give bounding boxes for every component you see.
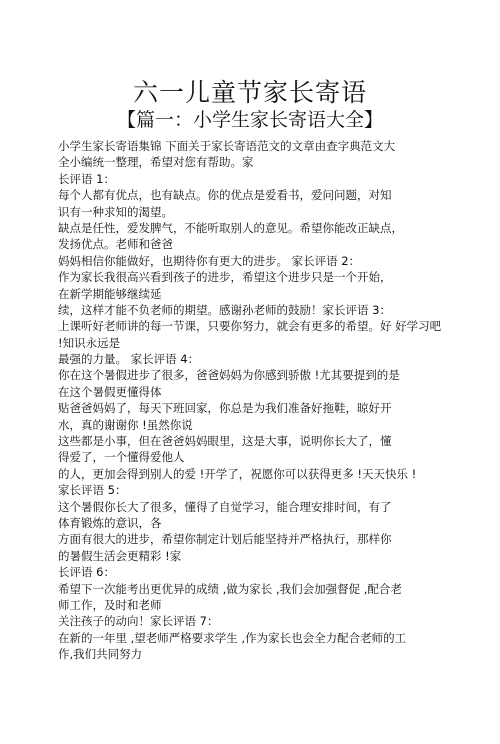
body-text-line: 缺点是任性，爱发脾气，不能听取别人的意见。希望你能改正缺点， xyxy=(58,220,403,235)
body-text-line: 在新的一年里 ,望老师严格要求学生 ,作为家长也会全力配合老师的工 xyxy=(58,630,407,645)
body-text-line: 在这个暑假更懂得体 xyxy=(58,384,162,399)
body-text-line: 识有一种求知的渴望。 xyxy=(58,204,173,219)
body-text-line: 你在这个暑假进步了很多，爸爸妈妈为你感到骄傲 !尤其要提到的是 xyxy=(58,368,400,383)
body-text-line: 关注孩子的动向！家长评语 7： xyxy=(58,614,219,629)
body-text-line: 贴爸爸妈妈了，每天下班回家，你总是为我们准备好拖鞋，晾好开 xyxy=(58,401,392,416)
body-text-line: 水，真的谢谢你 !虽然你说 xyxy=(58,417,193,432)
body-text-line: 体育锻炼的意识，各 xyxy=(58,515,162,530)
body-text-line: 在新学期能够继续延 xyxy=(58,286,162,301)
body-text-line: 妈妈相信你能做好，也期待你有更大的进步。 家长评语 2： xyxy=(58,253,361,268)
body-text-line: 师工作，及时和老师 xyxy=(58,597,162,612)
body-text-line: 得爱了，一个懂得爱他人 xyxy=(58,450,185,465)
body-text-line: 每个人都有优点，也有缺点。你的优点是爱看书，爱问问题，对知 xyxy=(58,188,392,203)
body-text-line: 这个暑假你长大了很多，懂得了自觉学习，能合理安排时间，有了 xyxy=(58,499,392,514)
body-text-line: 这些都是小事，但在爸爸妈妈眼里，这是大事，说明你长大了，懂 xyxy=(58,434,392,449)
document-title: 六一儿童节家长寄语 xyxy=(132,78,367,107)
body-text-line: !知识永远是 xyxy=(58,335,121,350)
body-text-line: 长评语 6： xyxy=(58,565,115,580)
body-text-line: 作,我们共同努力 xyxy=(58,647,143,662)
body-text-line: 发扬优点。老师和爸爸 xyxy=(58,237,173,252)
body-text-line: 方面有很大的进步，希望你制定计划后能坚持并严格执行，那样你 xyxy=(58,532,392,547)
body-text-line: 作为家长我很高兴看到孩子的进步，希望这个进步只是一个开始， xyxy=(58,270,392,285)
document-body xyxy=(58,138,488,663)
body-text-line: 希望下一次能考出更优异的成绩 ,做为家长 ,我们会加强督促 ,配合老 xyxy=(58,581,402,596)
body-text-line: 的暑假生活会更精彩 !家 xyxy=(58,548,182,563)
body-text-line: 最强的力量。 家长评语 4： xyxy=(58,352,200,367)
document-subtitle: 【篇一：小学生家长寄语大全】 xyxy=(116,109,383,131)
body-text-line: 家长评语 5： xyxy=(58,483,127,498)
body-text-line: 长评语 1： xyxy=(58,171,115,186)
body-text-line: 上课听好老师讲的每一节课，只要你努力，就会有更多的希望。好 好学习吧 xyxy=(58,319,442,334)
body-text-line: 续，这样才能不负老师的期望。感谢孙老师的鼓励！家长评语 3： xyxy=(58,302,391,317)
body-text-line: 小学生家长寄语集锦 下面关于家长寄语范文的文章由查字典范文大 xyxy=(58,139,396,153)
body-text-line: 全小编统一整理，希望对您有帮助。家 xyxy=(58,155,254,170)
body-text-line: 的人，更加会得到别人的爱 !开学了，祝愿你可以获得更多 !天天快乐 ! xyxy=(58,466,417,481)
